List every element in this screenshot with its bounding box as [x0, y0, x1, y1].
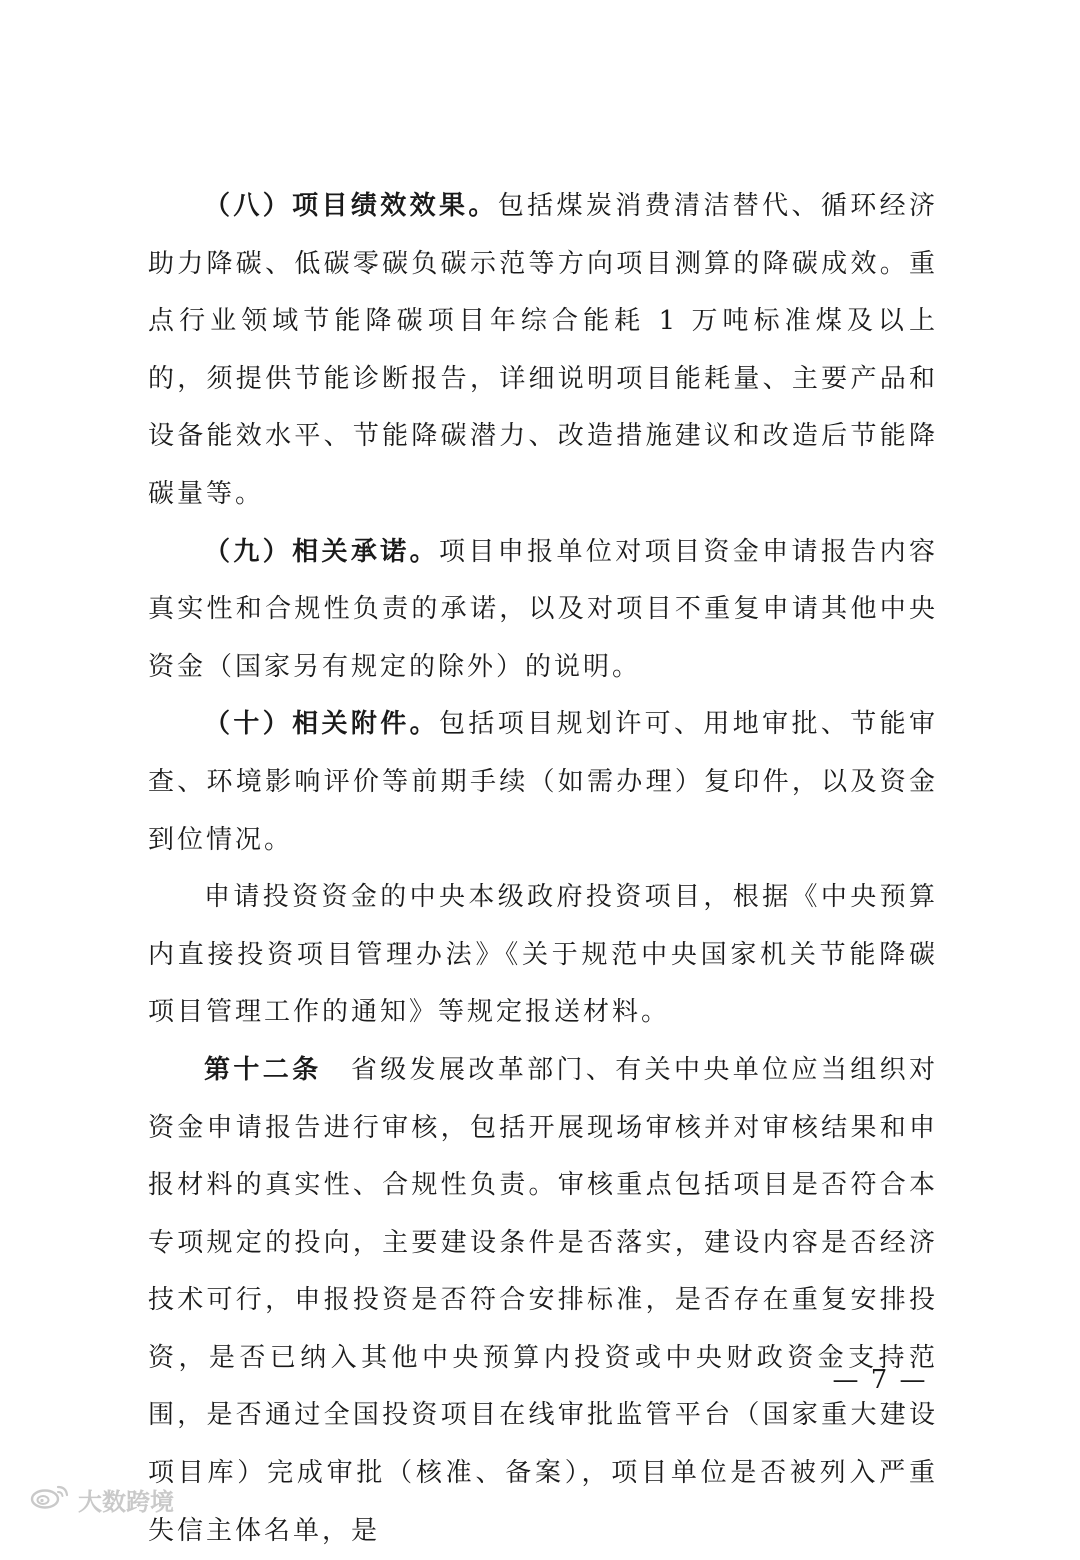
- paragraph-text: 申请投资资金的中央本级政府投资项目，根据《中央预算内直接投资项目管理办法》《关于规范中央国家机关节能降碳项目管理工作的通知》等规定报送材料。: [148, 882, 938, 1028]
- watermark-text: 大数跨境: [78, 1487, 174, 1516]
- weibo-logo-icon: [28, 1483, 74, 1515]
- paragraph-text: 包括煤炭消费清洁替代、循环经济助力降碳、低碳零碳负碳示范等方向项目测算的降碳成效。重点行业领域节能降碳项目年综合能耗 1 万吨标准煤及以上的，须提供节能诊断报告，详细说明项目能耗量、主要产品和设备能效水平、节能降碳潜力、改造措施建议和改造后节能降碳量等。: [148, 191, 938, 509]
- paragraph-text: 省级发展改革部门、有关中央单位应当组织对资金申请报告进行审核，包括开展现场审核并对审核结果和申报材料的真实性、合规性负责。审核重点包括项目是否符合本专项规定的投向，主要建设条件是否落实，建设内容是否经济技术可行，申报投资是否符合安排标准，是否存在重复安排投资，是否已纳入其他中央预算内投资或中央财政资金支持范围，是否通过全国投资项目在线审批监管平台（国家重大建设项目库）完成审批（核准、备案），项目单位是否被列入严重失信主体名单，是: [148, 1054, 938, 1546]
- watermark: [28, 1484, 174, 1514]
- article-heading: 第十二条: [204, 1054, 322, 1085]
- document-body: [148, 178, 938, 1560]
- paragraph-heading: （八）项目绩效效果。: [204, 191, 498, 221]
- paragraph-performance-effects: [148, 178, 938, 524]
- paragraph-attachments: [148, 696, 938, 869]
- paragraph-heading: （十）相关附件。: [204, 709, 439, 740]
- paragraph-text: 包括项目规划许可、用地审批、节能审查、环境影响评价等前期手续（如需办理）复印件，以及资金到位情况。: [148, 709, 938, 855]
- paragraph-heading: （九）相关承诺。: [204, 536, 439, 567]
- page-number: — 7 —: [832, 1365, 928, 1395]
- paragraph-article-12: [148, 1042, 938, 1560]
- paragraph-text: 项目申报单位对项目资金申请报告内容真实性和合规性负责的承诺，以及对项目不重复申请其他中央资金（国家另有规定的除外）的说明。: [148, 536, 938, 682]
- paragraph-commitments: [148, 524, 938, 697]
- paragraph-central-projects: [148, 869, 938, 1042]
